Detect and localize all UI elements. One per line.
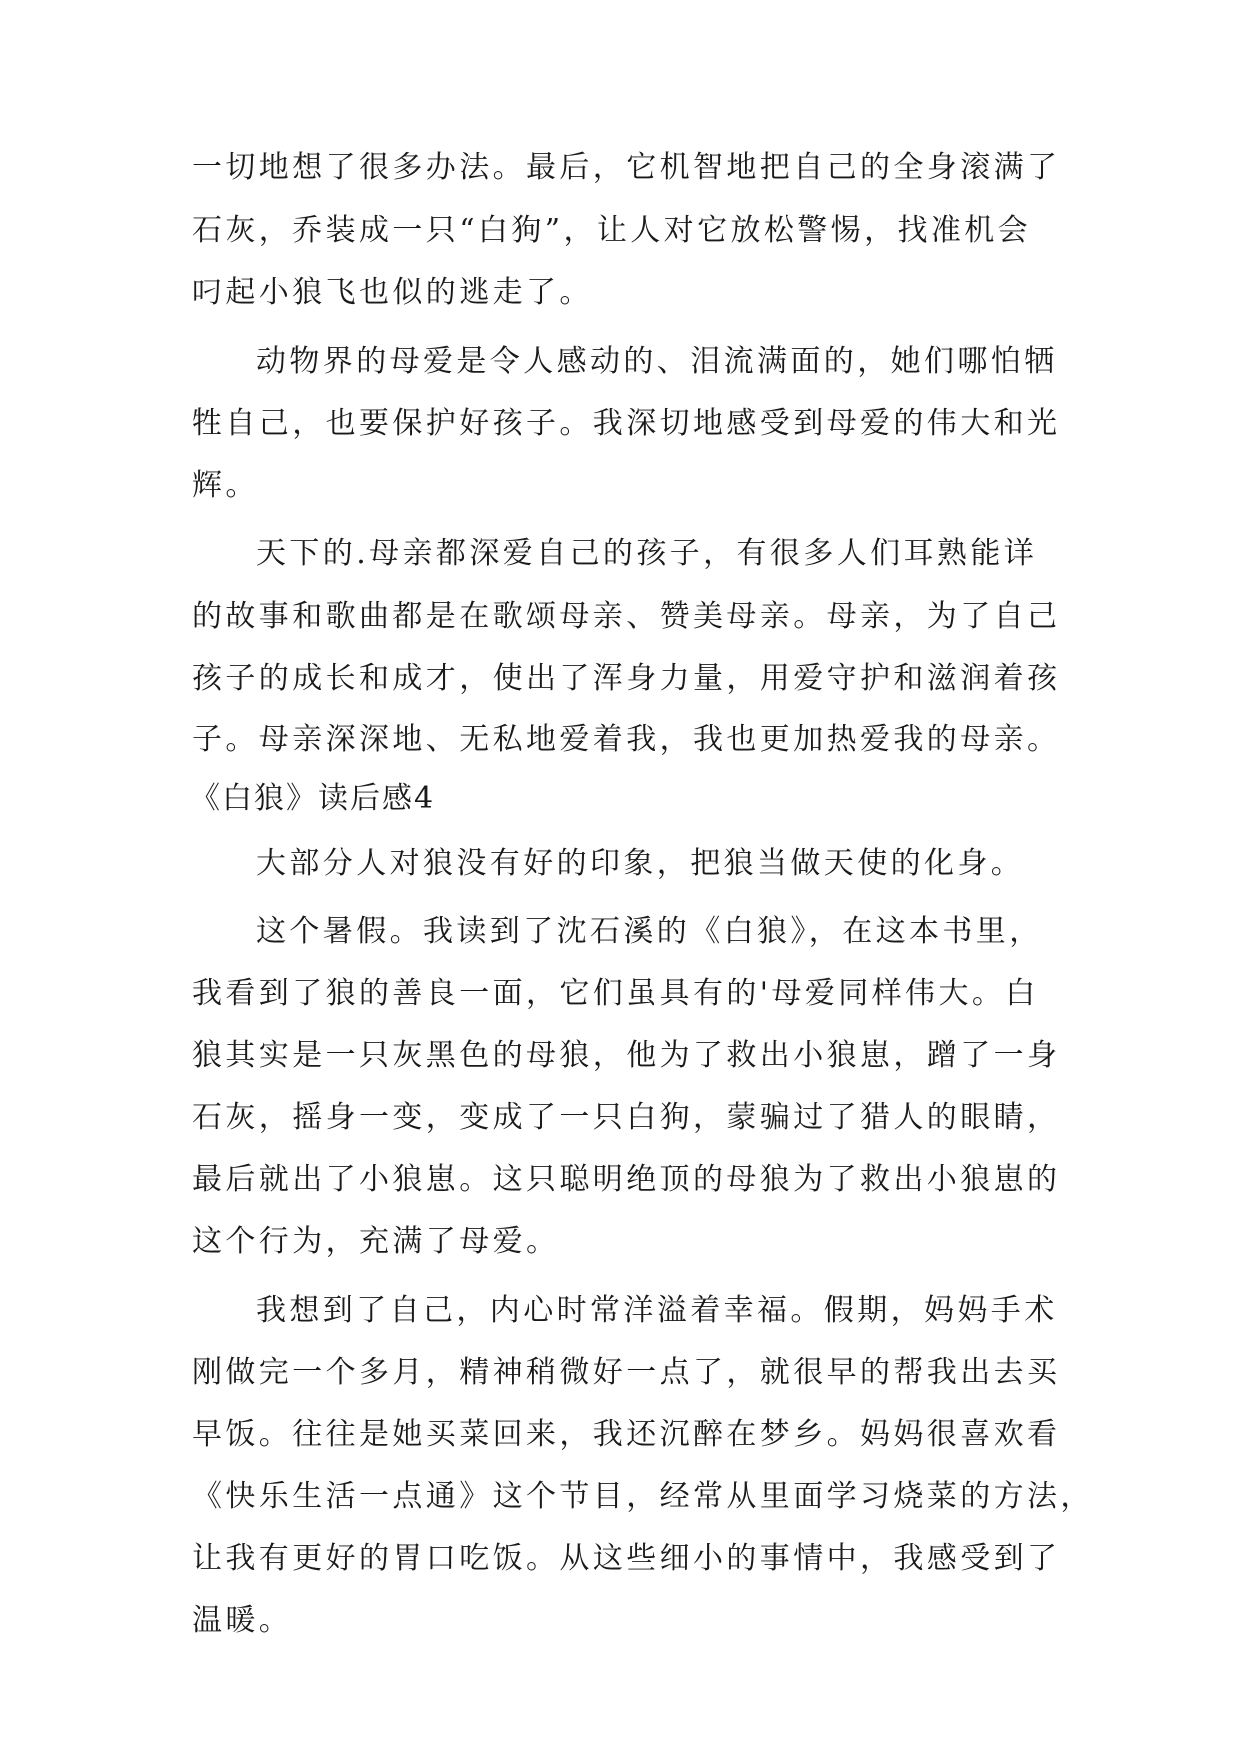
text-line: 的故事和歌曲都是在歌颂母亲、赞美母亲。母亲，为了自己 [192,599,1061,634]
text-line: 辉。 [192,468,259,503]
text-line: 叼起小狼飞也似的逃走了。 [192,275,593,310]
text-line: 早饭。往往是她买菜回来，我还沉醉在梦乡。妈妈很喜欢看 [192,1417,1061,1452]
text-line: 最后就出了小狼崽。这只聪明绝顶的母狼为了救出小狼崽的 [192,1162,1061,1197]
paragraph-first-line: 这个暑假。我读到了沈石溪的《白狼》，在这本书里， [256,914,1043,949]
paragraph-first-line: 天下的.母亲都深爱自己的孩子，有很多人们耳熟能详 [256,536,1038,571]
text-line: 刚做完一个多月，精神稍微好一点了，就很早的帮我出去买 [192,1355,1061,1390]
text-line: 孩子的成长和成才，使出了浑身力量，用爱守护和滋润着孩 [192,661,1061,696]
text-line: 狼其实是一只灰黑色的母狼，他为了救出小狼崽，蹭了一身 [192,1038,1061,1073]
text-line: 让我有更好的胃口吃饭。从这些细小的事情中，我感受到了 [192,1541,1061,1576]
paragraph-first-line: 我想到了自己，内心时常洋溢着幸福。假期，妈妈手术 [256,1293,1058,1328]
text-line: 温暖。 [192,1603,293,1638]
text-line: 我看到了狼的善良一面，它们虽具有的'母爱同样伟大。白 [192,976,1039,1011]
paragraph-first-line: 动物界的母爱是令人感动的、泪流满面的，她们哪怕牺 [256,344,1058,379]
text-line: 一切地想了很多办法。最后，它机智地把自己的全身滚满了 [192,150,1061,185]
text-line: 子。母亲深深地、无私地爱着我，我也更加热爱我的母亲。 [192,722,1061,757]
text-line: 《快乐生活一点通》这个节目，经常从里面学习烧菜的方法， [192,1479,1094,1514]
text-line: 牲自己，也要保护好孩子。我深切地感受到母爱的伟大和光 [192,406,1061,441]
section-heading: 《白狼》读后感4 [190,781,436,816]
text-line: 石灰，摇身一变，变成了一只白狗，蒙骗过了猎人的眼睛， [192,1100,1061,1135]
paragraph-first-line: 大部分人对狼没有好的印象，把狼当做天使的化身。 [256,846,1025,881]
text-line: 这个行为，充满了母爱。 [192,1224,560,1259]
text-line: 石灰，乔装成一只“白狗”，让人对它放松警惕，找准机会 [192,213,1032,248]
